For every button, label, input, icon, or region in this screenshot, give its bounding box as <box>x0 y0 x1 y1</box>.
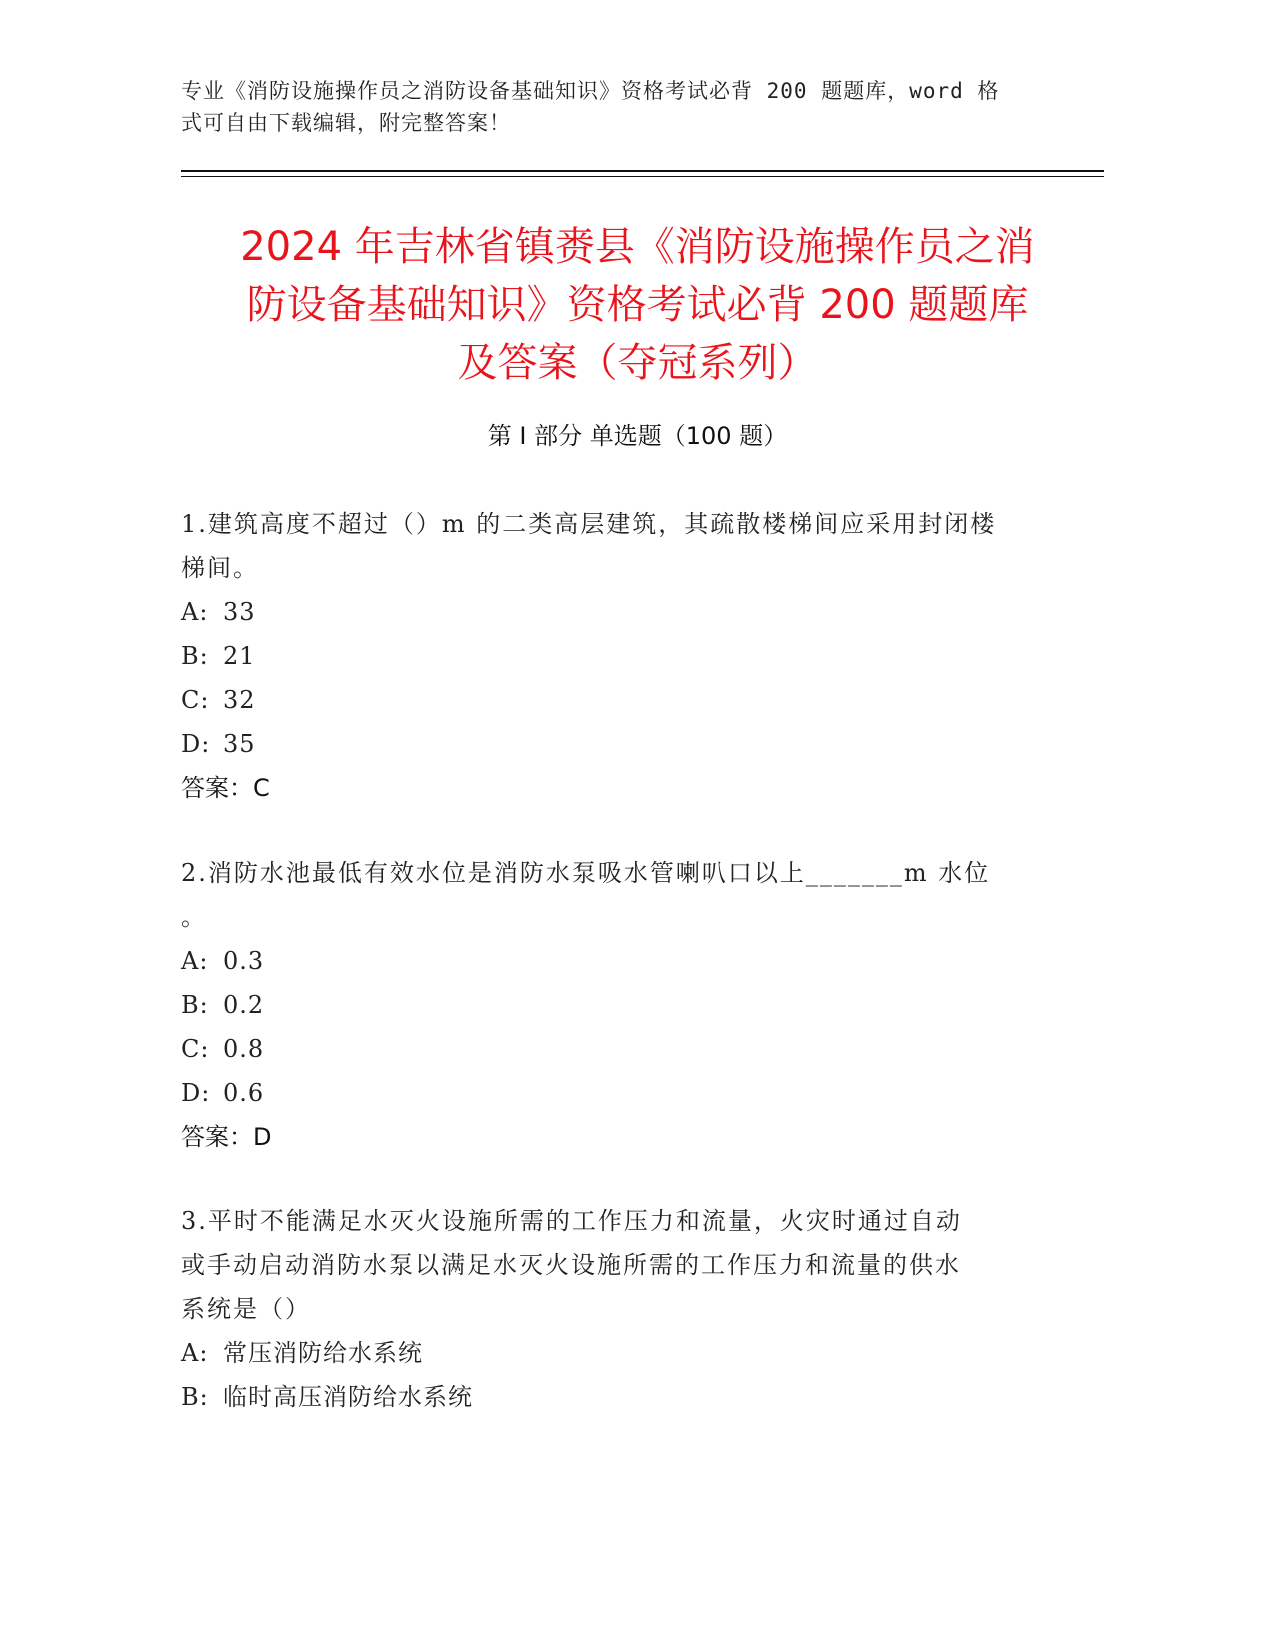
option-text: 21 <box>223 642 256 670</box>
option-text: 32 <box>223 686 256 714</box>
answer-value: C <box>253 774 270 802</box>
question-1 <box>181 502 1051 810</box>
option-key: B: <box>181 642 209 670</box>
header-divider-thin <box>181 176 1104 177</box>
option-text: 临时高压消防给水系统 <box>223 1383 473 1411</box>
option-key: D: <box>181 730 211 758</box>
option-key: A: <box>181 1339 209 1367</box>
option-text: 33 <box>223 598 256 626</box>
question-3 <box>181 1199 1051 1419</box>
option-key: D: <box>181 1079 211 1107</box>
question-stem-line: 3.平时不能满足水灭火设施所需的工作压力和流量，火灾时通过自动 <box>181 1207 962 1235</box>
title-line-3: 及答案（夺冠系列） <box>457 340 818 386</box>
question-stem-line: 梯间。 <box>181 554 259 582</box>
document-title <box>160 218 1115 392</box>
title-line-1: 2024 年吉林省镇赉县《消防设施操作员之消 <box>240 224 1035 270</box>
option-text: 35 <box>223 730 256 758</box>
question-stem-line: 。 <box>181 903 207 931</box>
option-text: 0.2 <box>223 991 265 1019</box>
option-b <box>181 634 1051 678</box>
option-text: 常压消防给水系统 <box>223 1339 423 1367</box>
option-a <box>181 590 1051 634</box>
option-key: C: <box>181 1035 210 1063</box>
question-stem-line: 系统是（） <box>181 1295 311 1323</box>
option-c <box>181 1027 1051 1071</box>
option-text: 0.8 <box>223 1035 265 1063</box>
option-d <box>181 722 1051 766</box>
header-note-line-2: 式可自由下载编辑，附完整答案！ <box>181 111 511 135</box>
header-note-line-1: 专业《消防设施操作员之消防设备基础知识》资格考试必背 200 题题库，word 格 <box>181 79 1000 103</box>
question-stem-line: 或手动启动消防水泵以满足水灭火设施所需的工作压力和流量的供水 <box>181 1251 961 1279</box>
option-key: C: <box>181 686 210 714</box>
question-stem-line: 1.建筑高度不超过（）m 的二类高层建筑，其疏散楼梯间应采用封闭楼 <box>181 510 997 538</box>
option-key: A: <box>181 598 209 626</box>
option-text: 0.3 <box>223 947 265 975</box>
option-key: B: <box>181 991 209 1019</box>
option-key: B: <box>181 1383 209 1411</box>
answer-line <box>181 766 1051 810</box>
option-d <box>181 1071 1051 1115</box>
option-b <box>181 1375 1051 1419</box>
answer-label: 答案： <box>181 1123 253 1151</box>
question-stem-line: 2.消防水池最低有效水位是消防水泵吸水管喇叭口以上_______m 水位 <box>181 859 991 887</box>
header-divider-thick <box>181 170 1104 172</box>
answer-label: 答案： <box>181 774 253 802</box>
header-note <box>181 75 1081 139</box>
answer-value: D <box>253 1123 272 1151</box>
option-a <box>181 1331 1051 1375</box>
question-2 <box>181 851 1051 1159</box>
answer-line <box>181 1115 1051 1159</box>
option-key: A: <box>181 947 209 975</box>
section-heading: 第 I 部分 单选题（100 题） <box>487 422 788 450</box>
option-a <box>181 939 1051 983</box>
option-b <box>181 983 1051 1027</box>
option-text: 0.6 <box>223 1079 265 1107</box>
title-line-2: 防设备基础知识》资格考试必背 200 题题库 <box>246 282 1029 328</box>
option-c <box>181 678 1051 722</box>
